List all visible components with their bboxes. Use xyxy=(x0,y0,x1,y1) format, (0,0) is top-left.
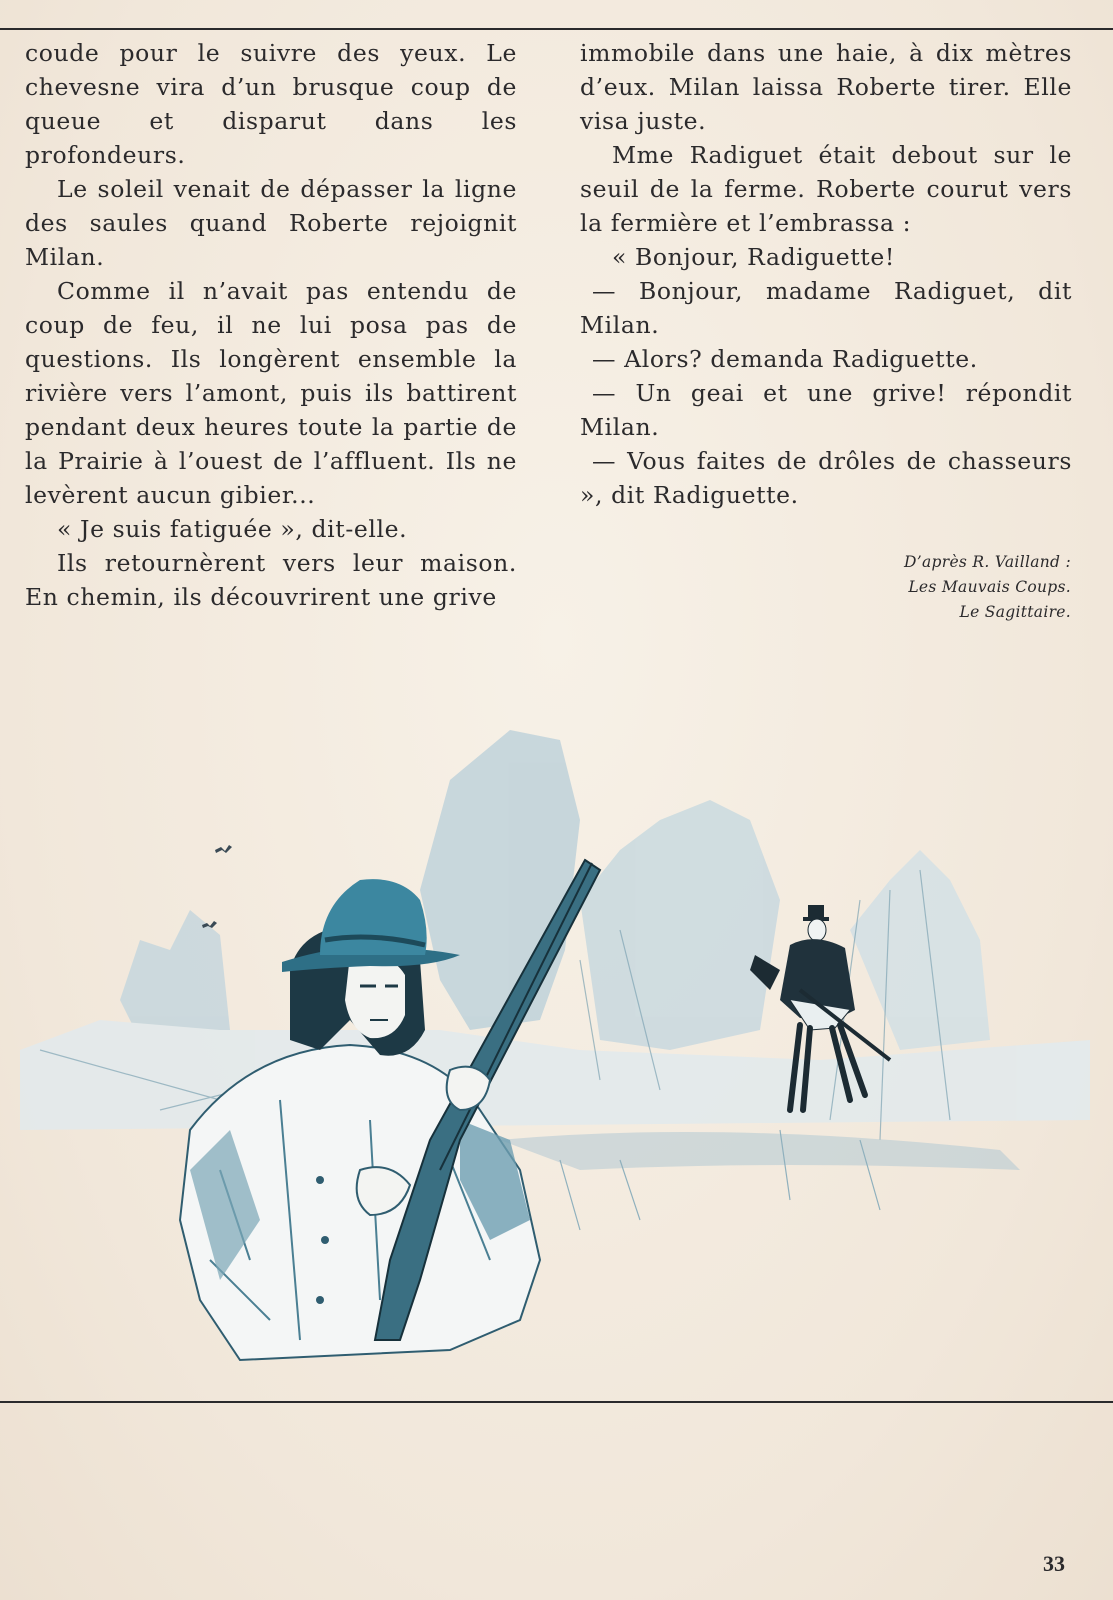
dialogue-line: — Un geai et une grive! répondit Milan. xyxy=(580,379,1072,441)
bottom-rule xyxy=(0,1401,1113,1403)
paragraph: Le soleil venait de dépasser la ligne des saules quand Roberte rejoignit Milan. xyxy=(25,175,517,271)
dialogue-line: — Alors? demanda Radiguette. xyxy=(592,345,978,373)
paragraph: Ils retournèrent vers leur maison. En chemin, ils découvrirent une grive xyxy=(25,549,517,611)
credit-publisher: Le Sagittaire. xyxy=(959,603,1071,621)
paragraph: Comme il n’avait pas entendu de coup de feu, il ne lui posa pas de questions. Ils longèrent ensemble la rivière vers l’amont, puis ils battirent pendant deux heures toute la partie de la Prairie à l’ouest de l’affluent. Ils ne levèrent aucun gibier... xyxy=(25,277,517,509)
paragraph: « Bonjour, Radiguette! xyxy=(612,243,895,271)
paragraph: coude pour le suivre des yeux. Le chevesne vira d’un brusque coup de queue et disparut dans les profondeurs. xyxy=(25,39,517,169)
hunting-illustration xyxy=(20,700,1090,1380)
source-credit xyxy=(771,550,1071,625)
page-number: 33 xyxy=(1043,1551,1065,1576)
paragraph: Mme Radiguet était debout sur le seuil de la ferme. Roberte courut vers la fermière et l’embrassa : xyxy=(580,141,1072,237)
credit-title: Les Mauvais Coups. xyxy=(908,578,1071,596)
paragraph: « Je suis fatiguée », dit-elle. xyxy=(57,515,408,543)
credit-author: D’après R. Vailland : xyxy=(904,553,1071,571)
dialogue-line: — Bonjour, madame Radiguet, dit Milan. xyxy=(580,277,1072,339)
left-text-column xyxy=(25,36,517,614)
bird-silhouettes xyxy=(202,845,232,928)
right-text-column xyxy=(580,36,1072,512)
top-rule xyxy=(0,28,1113,30)
dialogue-line: — Vous faites de drôles de chasseurs », dit Radiguette. xyxy=(580,447,1072,509)
paragraph: immobile dans une haie, à dix mètres d’eux. Milan laissa Roberte tirer. Elle visa juste. xyxy=(580,39,1072,135)
